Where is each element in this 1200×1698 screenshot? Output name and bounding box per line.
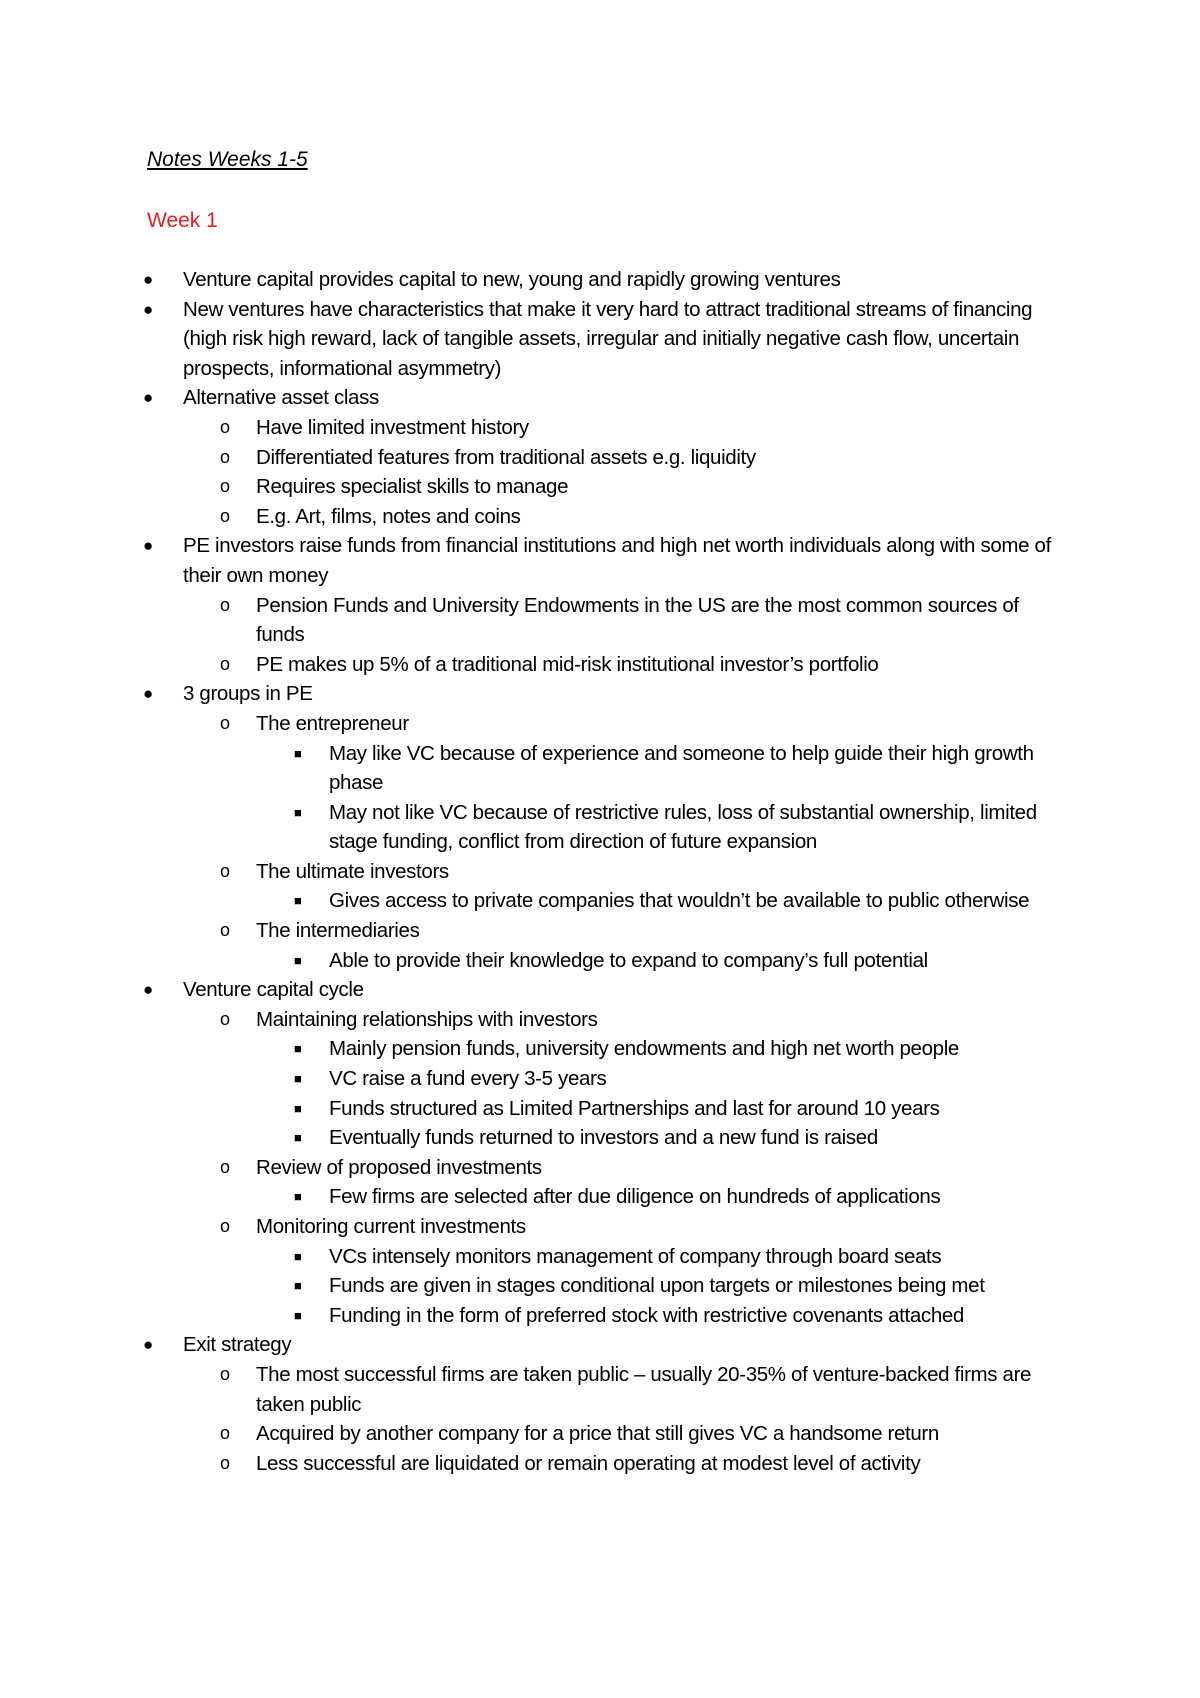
list-item-text: May not like VC because of restrictive rules, loss of substantial ownership, limited stage funding, conflict from direction of future expansion [329,800,1037,854]
bullet-icon: ■ [294,1041,302,1057]
list-item-text: 3 groups in PE [183,682,313,706]
list-item-text: Less successful are liquidated or remain operating at modest level of activity [256,1451,921,1475]
list-item-text: New ventures have characteristics that make it very hard to attract traditional streams of financing (high risk high reward, lack of tangible assets, irregular and initially negative cash flow, uncertain prospects, informational asymmetry) [183,297,1033,380]
list-item-text: Funds are given in stages conditional upon targets or milestones being met [329,1274,985,1298]
bullet-icon: ■ [294,1189,302,1205]
bullet-icon: o [220,1363,230,1384]
bullet-icon: ■ [294,893,302,909]
bullet-icon: o [220,1423,230,1444]
bullet-icon: ● [143,299,153,319]
list-item-text: VCs intensely monitors management of company through board seats [329,1244,942,1268]
bullet-icon: ■ [294,804,302,820]
list-item-text: Venture capital provides capital to new, young and rapidly growing ventures [183,268,841,291]
list-item-text: PE makes up 5% of a traditional mid-risk institutional investor’s portfolio [256,652,879,676]
list-item-text: Pension Funds and University Endowments in the US are the most common sources of funds [256,593,1019,647]
list-item [0,531,1063,590]
list-item-text: Funding in the form of preferred stock with restrictive covenants attached [329,1303,964,1327]
bullet-icon: o [220,416,230,437]
bullet-icon: ● [143,388,153,408]
list-item [0,1301,1064,1331]
bullet-icon: ● [143,980,153,1000]
list-item [0,886,1064,916]
list-item [0,1419,1064,1449]
list-item-text: Able to provide their knowledge to expand to company’s full potential [329,948,928,972]
list-item [0,1330,1063,1360]
list-item [0,443,1064,473]
list-item-text: Venture capital cycle [183,978,364,1002]
list-item-text: Requires specialist skills to manage [256,475,569,499]
list-item [0,650,1064,680]
list-item [0,975,1063,1005]
list-item [0,1271,1064,1301]
notes-list [0,265,1200,1478]
list-item-text: Mainly pension funds, university endowments and high net worth people [329,1037,959,1061]
list-item [0,1064,1064,1094]
list-item [0,265,1063,295]
list-item [0,472,1064,502]
bullet-icon: ● [143,270,153,289]
list-item [0,1182,1064,1212]
bullet-icon: o [220,1008,230,1029]
list-item-text: VC raise a fund every 3-5 years [329,1067,607,1091]
list-item-text: The most successful firms are taken public – usually 20-35% of venture-backed firms are taken public [256,1362,1032,1416]
list-item-text: Differentiated features from traditional assets e.g. liquidity [256,445,756,469]
list-item [0,1242,1064,1272]
week-heading: Week 1 [147,209,218,232]
list-item-text: Funds structured as Limited Partnerships and last for around 10 years [329,1096,940,1120]
list-item [0,591,1064,650]
bullet-icon: ● [143,1335,153,1355]
list-item-text: The intermediaries [256,919,420,943]
list-item [0,739,1064,798]
list-item-text: E.g. Art, films, notes and coins [256,504,521,528]
bullet-icon: o [220,860,230,881]
list-item [0,1094,1064,1124]
list-item [0,1449,1064,1479]
list-item [0,709,1064,739]
bullet-icon: ■ [294,745,302,761]
list-item-text: Exit strategy [183,1333,292,1357]
list-item [0,413,1064,443]
list-item-text: Have limited investment history [256,415,529,439]
bullet-icon: ■ [294,1071,302,1087]
list-item [0,1360,1064,1419]
list-item-text: May like VC because of experience and someone to help guide their high growth phase [329,741,1034,795]
bullet-icon: ■ [294,1278,302,1294]
list-item [0,679,1063,709]
list-item-text: Eventually funds returned to investors and a new fund is raised [329,1126,878,1150]
bullet-icon: o [220,1156,230,1177]
bullet-icon: ■ [294,1248,302,1264]
bullet-icon: o [220,594,230,615]
list-item-text: Maintaining relationships with investors [256,1007,598,1031]
list-item [0,295,1063,384]
list-item-text: The ultimate investors [256,859,449,883]
bullet-icon: o [220,712,230,733]
list-item [0,1153,1064,1183]
bullet-icon: o [220,1216,230,1236]
bullet-icon: ■ [294,1100,302,1116]
list-item [0,502,1064,532]
document-title: Notes Weeks 1-5 [147,148,308,171]
list-item [0,1212,1064,1242]
list-item [0,1005,1064,1035]
bullet-icon: ● [143,684,153,704]
list-item [0,857,1064,887]
list-item-text: Alternative asset class [183,386,379,410]
list-item-text: Acquired by another company for a price that still gives VC a handsome return [256,1422,939,1446]
list-item [0,798,1064,857]
list-item-text: Review of proposed investments [256,1155,542,1179]
list-item [0,916,1064,946]
list-item-text: The entrepreneur [256,711,409,735]
bullet-icon: ■ [294,952,302,968]
list-item [0,1123,1064,1153]
bullet-icon: o [220,476,230,497]
list-item [0,383,1063,413]
list-item [0,1034,1064,1064]
bullet-icon: o [220,505,230,526]
bullet-icon: ● [143,536,153,556]
bullet-icon: ■ [294,1130,302,1146]
bullet-icon: ■ [294,1307,302,1323]
bullet-icon: o [220,1452,230,1473]
list-item-text: PE investors raise funds from financial institutions and high net worth individuals along with some of their own money [183,534,1051,587]
list-item [0,946,1064,976]
bullet-icon: o [220,920,230,941]
bullet-icon: o [220,446,230,467]
list-item-text: Few firms are selected after due diligence on hundreds of applications [329,1185,941,1209]
list-item-text: Monitoring current investments [256,1215,526,1238]
bullet-icon: o [220,653,230,674]
list-item-text: Gives access to private companies that wouldn’t be available to public otherwise [329,889,1030,913]
